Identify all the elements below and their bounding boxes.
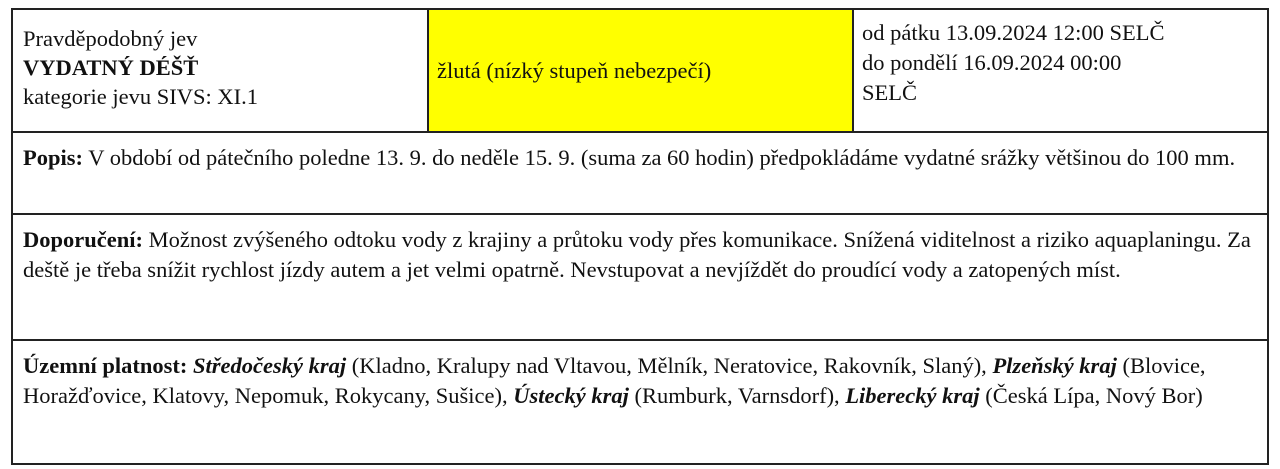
warning-level-label: žlutá (nízký stupeň nebezpečí) [437, 57, 712, 83]
phenomenon-name: VYDATNÝ DÉŠŤ [23, 55, 199, 80]
recommendation-text: Možnost zvýšeného odtoku vody z krajiny a průtoku vody přes komunikace. Snížená viditelnost a riziko aquaplaningu. Za deště je třeba snížit rychlost jízdy autem a jet velmi opatrně. Nevstupovat a nevjíždět do proudící vody a zatopených míst. [23, 227, 1251, 282]
warning-table [11, 8, 1269, 465]
warning-level-cell [429, 10, 854, 131]
region-name: Plzeňský kraj [992, 353, 1117, 378]
validity-cell [854, 10, 1267, 131]
description-row [13, 133, 1267, 215]
territorial-validity-row [13, 341, 1267, 463]
region-name: Středočeský kraj [193, 353, 347, 378]
validity-timezone: SELČ [862, 80, 918, 105]
region-towns: (Rumburk, Varnsdorf), [628, 383, 846, 408]
warning-header-row [13, 10, 1267, 133]
description-text: V období od pátečního poledne 13. 9. do neděle 15. 9. (suma za 60 hodin) předpokládáme vydatné srážky většinou do 100 mm. [83, 145, 1236, 170]
phenomenon-line: Pravděpodobný jev [23, 26, 198, 51]
region-name: Ústecký kraj [513, 383, 629, 408]
region-towns: (Blovice, Horažďovice, Klatovy, Nepomuk, Rokycany, Sušice), [23, 353, 1206, 408]
recommendation-row [13, 215, 1267, 341]
phenomenon-category: kategorie jevu SIVS: XI.1 [23, 84, 258, 109]
description-label: Popis: [23, 145, 84, 170]
validity-to: do pondělí 16.09.2024 00:00 [862, 50, 1122, 75]
region-towns: (Kladno, Kralupy nad Vltavou, Mělník, Neratovice, Rakovník, Slaný), [346, 353, 993, 378]
territorial-validity-label: Územní platnost: [23, 353, 193, 378]
region-name: Liberecký kraj [845, 383, 980, 408]
phenomenon-cell [13, 10, 429, 131]
region-towns: (Česká Lípa, Nový Bor) [979, 383, 1203, 408]
recommendation-label: Doporučení: [23, 227, 143, 252]
validity-from: od pátku 13.09.2024 12:00 SELČ [862, 20, 1165, 45]
